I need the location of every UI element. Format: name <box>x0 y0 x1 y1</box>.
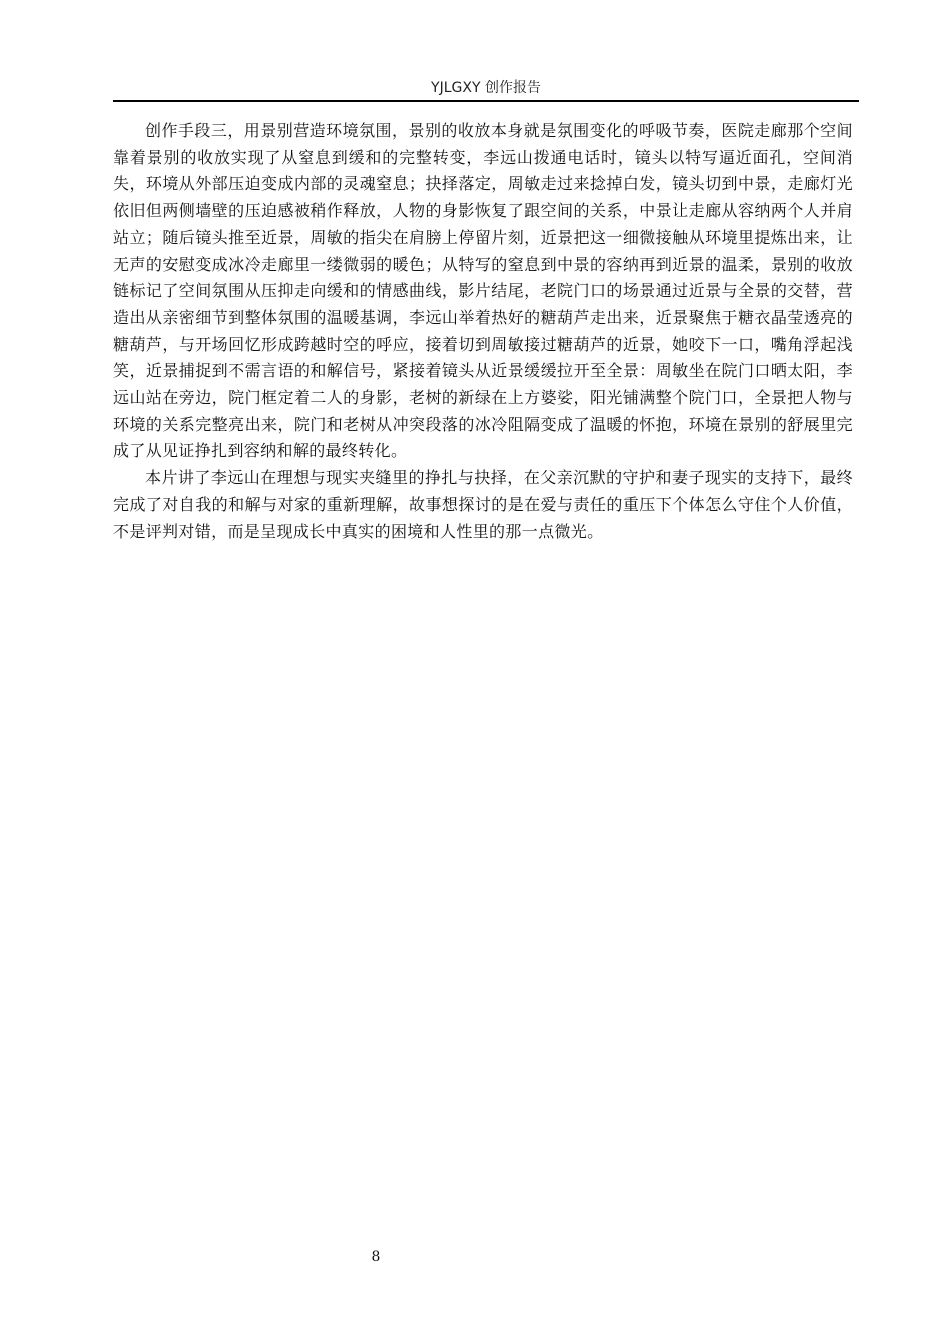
paragraph-1: 创作手段三，用景别营造环境氛围，景别的收放本身就是氛围变化的呼吸节奏，医院走廊那个空间靠着景别的收放实现了从窒息到缓和的完整转变，李远山拨通电话时，镜头以特写逼近面孔，空间消失，环境从外部压迫变成内部的灵魂窒息；抉择落定，周敏走过来捻掉白发，镜头切到中景，走廊灯光依旧但两侧墙壁的压迫感被稍作释放，人物的身影恢复了跟空间的关系，中景让走廊从容纳两个人并肩站立；随后镜头推至近景，周敏的指尖在肩膀上停留片刻，近景把这一细微接触从环境里提炼出来，让无声的安慰变成冰冷走廊里一缕微弱的暖色；从特写的窒息到中景的容纳再到近景的温柔，景别的收放链标记了空间氛围从压抑走向缓和的情感曲线，影片结尾，老院门口的场景通过近景与全景的交替，营造出从亲密细节到整体氛围的温暖基调，李远山举着热好的糖葫芦走出来，近景聚焦于糖衣晶莹透亮的糖葫芦，与开场回忆形成跨越时空的呼应，接着切到周敏接过糖葫芦的近景，她咬下一口，嘴角浮起浅笑，近景捕捉到不需言语的和解信号，紧接着镜头从近景缓缓拉开至全景：周敏坐在院门口晒太阳，李远山站在旁边，院门框定着二人的身影，老树的新绿在上方婆娑，阳光铺满整个院门口，全景把人物与环境的关系完整亮出来，院门和老树从冲突段落的冰冷阻隔变成了温暖的怀抱，环境在景别的舒展里完成了从见证挣扎到容纳和解的最终转化。 <box>113 121 853 461</box>
header-divider <box>113 100 859 102</box>
running-header: YJLGXY 创作报告 <box>431 80 541 96</box>
page-number: 8 <box>371 1249 381 1265</box>
paragraph-2: 本片讲了李远山在理想与现实夹缝里的挣扎与抉择，在父亲沉默的守护和妻子现实的支持下，最终完成了对自我的和解与对家的重新理解，故事想探讨的是在爱与责任的重压下个体怎么守住个人价值，不是评判对错，而是呈现成长中真实的困境和人性里的那一点微光。 <box>113 468 853 541</box>
body-text <box>113 118 853 545</box>
